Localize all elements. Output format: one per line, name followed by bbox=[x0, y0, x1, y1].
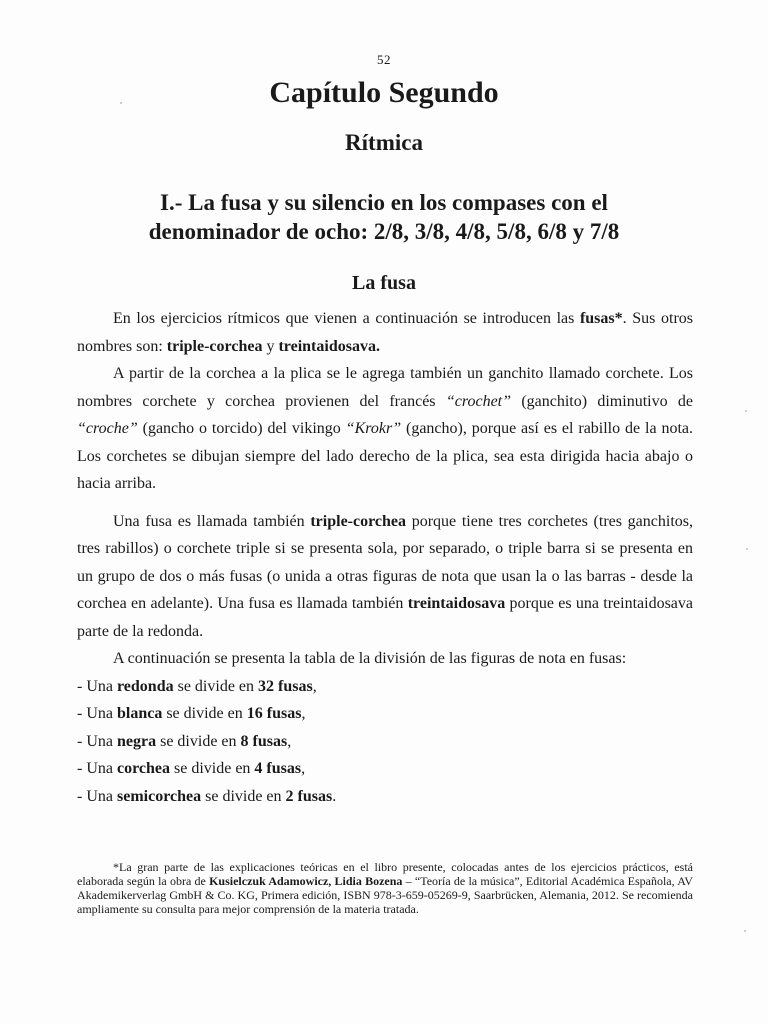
paragraph-1 bbox=[77, 305, 693, 360]
paragraph-2-text-b: (ganchito) diminutivo de bbox=[511, 392, 693, 410]
section-heading bbox=[0, 188, 768, 246]
scan-speck bbox=[746, 548, 748, 550]
scan-speck bbox=[745, 410, 747, 412]
paragraph-1-text-b: . Sus otros nombres son: bbox=[77, 310, 693, 355]
list-item bbox=[77, 755, 693, 783]
paragraph-2-text-d: (gancho), porque así es el rabillo de la nota. Los corchetes se dibujan siempre del lado derecho de la plica, sea esta dirigida hacia abajo o hacia arriba. bbox=[77, 420, 693, 492]
footnote bbox=[77, 860, 693, 916]
chapter-title: Capítulo Segundo bbox=[269, 76, 499, 109]
list-item-figure: blanca bbox=[116, 705, 163, 722]
list-item bbox=[77, 700, 693, 728]
scan-speck bbox=[744, 930, 746, 932]
list-item-middle: se divide en bbox=[156, 732, 241, 750]
term-treintaidosava: treintaidosava. bbox=[278, 337, 380, 355]
body-text bbox=[77, 305, 693, 810]
list-item-prefix: - Una bbox=[77, 760, 117, 777]
list-item-middle: se divide en bbox=[170, 760, 255, 777]
footnote-author: Kusielczuk Adamowicz, Lidia Bozena bbox=[209, 874, 403, 888]
division-list bbox=[77, 673, 693, 811]
footnote-text bbox=[77, 860, 693, 916]
footnote-text-a: *La gran parte de las explicaciones teóricas en el libro presente, colocadas antes de los ejercicios prácticos, está elaborada según la obra de bbox=[77, 860, 693, 888]
list-item-prefix: - Una bbox=[77, 705, 117, 722]
paragraph-3 bbox=[77, 508, 693, 646]
list-item-suffix: , bbox=[301, 705, 306, 722]
scan-speck bbox=[120, 102, 122, 104]
paragraph-3-text-a: Una fusa es llamada también bbox=[113, 512, 311, 530]
section-heading-line-1: I.- La fusa y su silencio en los compases con el bbox=[160, 190, 608, 215]
list-item-count: 32 fusas bbox=[258, 677, 313, 695]
list-item-middle: se divide en bbox=[201, 787, 286, 805]
list-item-middle: se divide en bbox=[162, 705, 247, 722]
paragraph-2-text-a: A partir de la corchea a la plica se le agrega también un ganchito llamado corchete. Los nombres corchete y corchea provienen del francés bbox=[77, 365, 693, 410]
chapter-subtitle: Rítmica bbox=[345, 130, 423, 155]
list-item bbox=[77, 728, 693, 756]
term-treintaidosava-2: treintaidosava bbox=[407, 595, 506, 612]
paragraph-3-text-b: porque tiene tres corchetes (tres ganchitos, tres rabillos) o corchete triple si se presenta sola, por separado, o triple barra si se presenta en un grupo de dos o más fusas (o unida a otras figuras de nota que usan la o las barras - desde la corchea en adelante). Una fusa es llamada también bbox=[77, 512, 694, 612]
section-heading-line-2: denominador de ocho: 2/8, 3/8, 4/8, 5/8, 6/8 y 7/8 bbox=[148, 219, 620, 244]
list-item-figure: semicorchea bbox=[116, 787, 202, 805]
list-item-figure: negra bbox=[116, 732, 157, 750]
footnote-text-b: – “Teoría de la música”, Editorial Académica Española, AV Akademikerverlag GmbH & Co. KG, Primera edición, ISBN 978-3-659-05269-9, Saarbrücken, Alemania, 2012. Se recomienda ampliamente su consulta para mejor comprensión de la materia tratada. bbox=[77, 874, 693, 916]
subsection-heading: La fusa bbox=[352, 272, 416, 294]
list-item-count: 16 fusas bbox=[246, 705, 302, 722]
list-item-count: 8 fusas bbox=[240, 732, 288, 750]
list-item-count: 4 fusas bbox=[254, 760, 302, 777]
term-crochet: “crochet” bbox=[445, 392, 512, 410]
term-croche: “croche” bbox=[77, 420, 138, 437]
term-krokr: “Krokr” bbox=[345, 420, 402, 437]
paragraph-2 bbox=[77, 360, 693, 498]
list-item-count: 2 fusas bbox=[285, 787, 333, 805]
page-number: 52 bbox=[377, 52, 391, 67]
list-item-figure: redonda bbox=[116, 677, 174, 695]
paragraph-1-text-a: En los ejercicios rítmicos que vienen a continuación se introducen las bbox=[113, 310, 580, 327]
list-item-suffix: . bbox=[332, 787, 337, 805]
paragraph-4: A continuación se presenta la tabla de la división de las figuras de nota en fusas: bbox=[113, 650, 627, 667]
term-triple-corchea-2: triple-corchea bbox=[310, 512, 407, 530]
paragraph-1-text-c: y bbox=[262, 337, 279, 355]
list-item-prefix: - Una bbox=[77, 677, 117, 695]
paragraph-3-text-c: porque es una treintaidosava parte de la redonda. bbox=[77, 595, 693, 640]
list-item-suffix: , bbox=[312, 677, 317, 695]
list-item-middle: se divide en bbox=[173, 677, 259, 695]
list-item-figure: corchea bbox=[116, 760, 170, 777]
term-fusas: fusas* bbox=[579, 310, 623, 327]
list-item-prefix: - Una bbox=[77, 732, 117, 750]
term-triple-corchea: triple-corchea bbox=[166, 337, 263, 355]
list-item bbox=[77, 673, 693, 701]
paragraph-2-text-c: (gancho o torcido) del vikingo bbox=[137, 420, 346, 437]
list-item bbox=[77, 783, 693, 811]
list-item-suffix: , bbox=[301, 760, 306, 777]
list-item-suffix: , bbox=[287, 732, 292, 750]
list-item-prefix: - Una bbox=[77, 787, 117, 805]
